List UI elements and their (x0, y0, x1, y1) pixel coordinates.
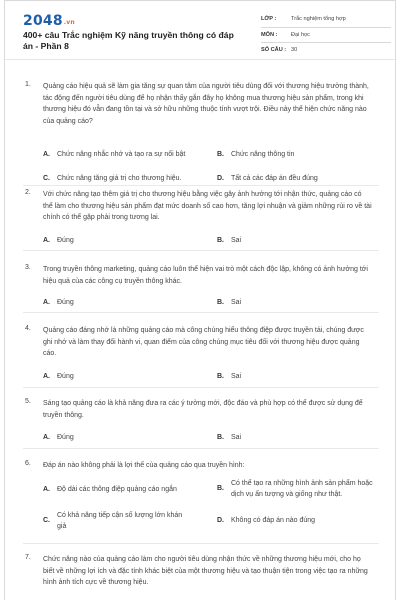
option-letter: C. (43, 175, 50, 182)
divider (23, 312, 379, 313)
meta-label: LỚP : (261, 16, 277, 23)
question-text: Trong truyền thông marketing, quảng cáo luôn thể hiện vai trò một cách độc lập, không có ảnh hưởng tới hiệu quả của các công cụ truyền thông khác. (43, 266, 368, 285)
question-number: 2. (25, 189, 31, 196)
option-text: Không có đáp án nào đúng (231, 517, 316, 524)
option-text: Chức năng thông tin (231, 151, 295, 158)
meta-value: Đại học (291, 31, 310, 38)
option-text: Chức năng nhắc nhớ và tạo ra sự nổi bật (57, 151, 186, 158)
option-letter: B. (217, 373, 224, 380)
option-text: Sai (231, 299, 242, 306)
option-letter: A. (43, 434, 50, 441)
option-text: Độ dài các thông điệp quảng cáo ngắn (57, 486, 177, 493)
meta-value: Trắc nghiệm tổng hợp (291, 16, 346, 23)
question-number: 5. (25, 398, 31, 405)
meta-label: SỐ CÂU : (261, 47, 287, 54)
meta-label: MÔN : (261, 31, 278, 38)
option-letter: D. (217, 175, 224, 182)
logo-suffix: .vn (63, 19, 75, 26)
option-letter: B. (217, 299, 224, 306)
divider (23, 250, 379, 251)
meta-row-subject (261, 28, 391, 44)
question-number: 3. (25, 264, 31, 271)
option-text: Chức năng tăng giá trị cho thương hiệu. (57, 175, 182, 182)
option-letter: B. (217, 485, 224, 492)
meta-table (261, 12, 391, 58)
option-letter: A. (43, 486, 50, 493)
option-letter: A. (43, 373, 50, 380)
question-number: 4. (25, 325, 31, 332)
document-page (4, 0, 396, 600)
option-text: Đúng (57, 299, 74, 306)
option-text: Tất cả các đáp án đều đúng (231, 175, 318, 182)
document-header (5, 1, 395, 60)
question-number: 1. (25, 81, 31, 88)
option-letter: A. (43, 151, 50, 158)
meta-row-count (261, 43, 391, 58)
option-text: Sai (231, 434, 242, 441)
option-letter: D. (217, 517, 224, 524)
option-letter: A. (43, 237, 50, 244)
question-text: Sáng tạo quảng cáo là khả năng đưa ra các ý tưởng mới, độc đáo và phù hợp có thể được sử dụng để truyền thông. (43, 400, 363, 419)
option-letter: A. (43, 299, 50, 306)
question-text: Với chức năng tạo thêm giá trị cho thương hiệu bằng việc gây ảnh hưởng tới nhận thức, quảng cáo có thể làm cho thương hiệu sản phẩm đạt mức doanh số cao hơn, tăng lợi nhuận và giảm những rủi ro về tài chính có thể gặp phải trong tương lai. (43, 191, 372, 221)
option-text: Đúng (57, 237, 74, 244)
option-letter: B. (217, 237, 224, 244)
question-number: 7. (25, 554, 31, 561)
divider (23, 387, 379, 388)
option-letter: B. (217, 434, 224, 441)
question-number: 6. (25, 460, 31, 467)
divider (23, 543, 379, 544)
logo-text: 2048 (23, 13, 63, 29)
document-title: 400+ câu Trắc nghiệm Kỹ năng truyền thông có đáp án - Phần 8 (23, 30, 234, 51)
question-text: Đáp án nào không phải là lợi thế của quảng cáo qua truyền hình: (43, 462, 245, 469)
option-text: Có khả năng tiếp cận số lượng lớn khán giả (57, 512, 183, 530)
divider (23, 185, 379, 186)
option-text: Sai (231, 237, 242, 244)
question-text: Chức năng nào của quảng cáo làm cho người tiêu dùng nhận thức về những thương hiệu mới, cho họ biết về những lợi ích và đặc tính khác biệt của một thương hiệu và tạo thuận tiện trong việc tạo ra những hình ảnh tích cực về thương hiệu. (43, 556, 368, 586)
divider (23, 448, 379, 449)
option-text: Đúng (57, 434, 74, 441)
option-text: Có thể tạo ra những hình ảnh sản phẩm hoặc dịch vụ ấn tượng và giống như thật. (231, 480, 373, 498)
site-logo[interactable] (23, 13, 75, 29)
option-text: Sai (231, 373, 242, 380)
option-letter: B. (217, 151, 224, 158)
option-text: Đúng (57, 373, 74, 380)
question-text: Quảng cáo đáng nhớ là những quảng cáo mà công chúng hiểu thông điệp được truyền tải, chúng được ghi nhớ và làm thay đổi hành vi, quan điểm của công chúng mục tiêu đối với thương hiệu được quảng cáo. (43, 327, 364, 357)
meta-value: 30 (291, 47, 298, 54)
meta-row-class (261, 12, 391, 28)
question-text: Quảng cáo hiệu quả sẽ làm gia tăng sự quan tâm của người tiêu dùng đối với thương hiệu trưởng thành, tác động đến người tiêu dùng để họ nhận thấy gắn đây họ không mua thương hiệu sản phẩm, trong khi thương hiệu đó vẫn đang tồn tại và sở hữu những thuộc tính vượt trội. Điều này thể hiện chức năng nào của quảng cáo? (43, 83, 369, 125)
option-letter: C. (43, 517, 50, 524)
